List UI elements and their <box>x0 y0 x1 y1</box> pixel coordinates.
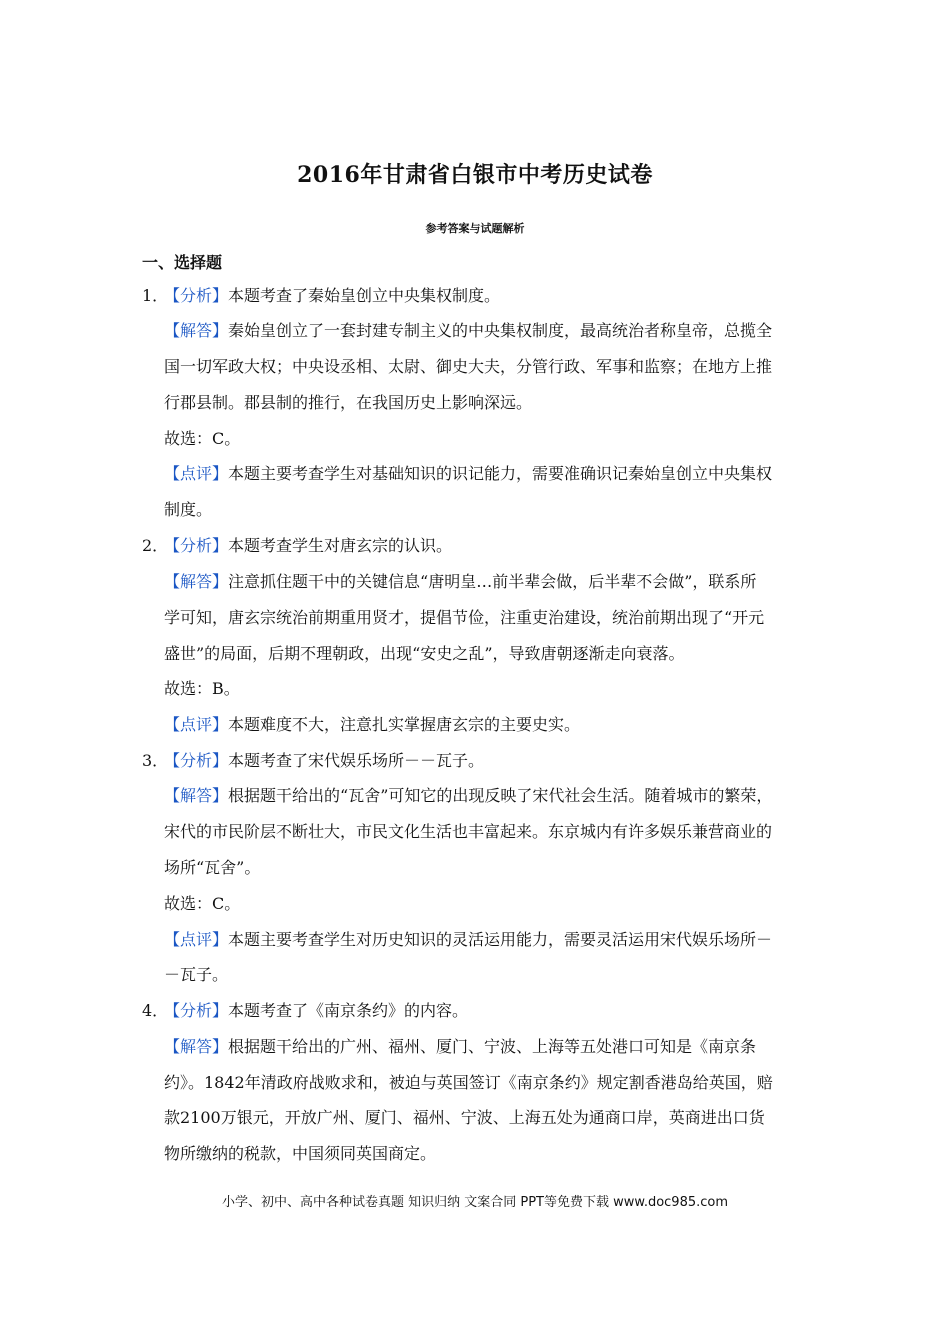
page-footer: 小学、初中、高中各种试卷真题 知识归纳 文案合同 PPT等免费下载 www.doc985.com <box>221 1195 729 1210</box>
answer-text: 根据题干给出的“瓦舍”可知它的出现反映了宋代社会生活。随着城市的繁荣， <box>228 786 773 805</box>
comment-text: 本题主要考查学生对基础知识的识记能力，需要准确识记秦始皇创立中央集权 <box>228 464 773 483</box>
question-4-answer-line: 约》。1842年清政府战败求和，被迫与英国签订《南京条约》规定割香港岛给英国，赔 <box>164 1073 773 1092</box>
question-1-answer-line <box>164 319 772 343</box>
answer-tag: 【解答】 <box>164 572 229 591</box>
question-number: 3． <box>142 751 169 770</box>
question-1-answer-line: 行郡县制。郡县制的推行，在我国历史上影响深远。 <box>164 393 533 412</box>
question-2-answer-line: 学可知，唐玄宗统治前期重用贤才，提倡节俭，注重吏治建设，统治前期出现了“开元 <box>164 608 765 627</box>
question-number: 4． <box>142 1001 169 1020</box>
comment-text: 本题主要考查学生对历史知识的灵活运用能力，需要灵活运用宋代娱乐场所－ <box>228 930 773 949</box>
question-3-answer-line <box>164 784 772 808</box>
comment-tag: 【点评】 <box>164 715 229 734</box>
answer-tag: 【解答】 <box>164 1037 229 1056</box>
page-subtitle: 参考答案与试题解析 <box>425 222 525 235</box>
question-1-answer-line: 国一切军政大权；中央设丞相、太尉、御史大夫，分管行政、军事和监察；在地方上推 <box>164 357 773 376</box>
analysis-tag: 【分析】 <box>164 286 229 305</box>
answer-text: 注意抓住题干中的关键信息“唐明皇…前半辈会做，后半辈不会做”，联系所 <box>228 572 757 591</box>
analysis-text: 本题考查学生对唐玄宗的认识。 <box>228 536 453 555</box>
comment-text: 本题难度不大，注意扎实掌握唐玄宗的主要史实。 <box>228 715 581 734</box>
answer-tag: 【解答】 <box>164 321 229 340</box>
question-4-answer-line: 物所缴纳的税款，中国须同英国商定。 <box>164 1144 437 1163</box>
comment-tag: 【点评】 <box>164 930 229 949</box>
question-number: 1． <box>142 286 169 305</box>
analysis-text: 本题考查了秦始皇创立中央集权制度。 <box>228 286 501 305</box>
question-1-choice: 故选：C。 <box>164 429 241 448</box>
analysis-text: 本题考查了宋代娱乐场所－－瓦子。 <box>228 751 485 770</box>
comment-tag: 【点评】 <box>164 464 229 483</box>
question-1-comment-line <box>164 462 772 486</box>
question-1-comment-line: 制度。 <box>164 500 213 519</box>
question-3-choice: 故选：C。 <box>164 894 241 913</box>
page-title: 2016年甘肃省白银市中考历史试卷 <box>297 162 653 188</box>
analysis-tag: 【分析】 <box>164 751 229 770</box>
question-number: 2． <box>142 536 169 555</box>
question-3-answer-line: 场所“瓦舍”。 <box>164 858 261 877</box>
question-2-answer-line <box>164 570 756 594</box>
question-4-answer-line: 款2100万银元，开放广州、厦门、福州、宁波、上海五处为通商口岸，英商进出口货 <box>164 1108 765 1127</box>
question-3-comment-line <box>164 928 772 952</box>
section-heading: 一、选择题 <box>142 253 223 272</box>
question-3-comment-line: －瓦子。 <box>164 965 229 984</box>
analysis-tag: 【分析】 <box>164 1001 229 1020</box>
answer-tag: 【解答】 <box>164 786 229 805</box>
analysis-tag: 【分析】 <box>164 536 229 555</box>
question-4-answer-line <box>164 1035 756 1059</box>
question-2-comment-line <box>164 713 580 737</box>
analysis-text: 本题考查了《南京条约》的内容。 <box>228 1001 469 1020</box>
answer-text: 秦始皇创立了一套封建专制主义的中央集权制度，最高统治者称皇帝，总揽全 <box>228 321 773 340</box>
question-3-answer-line: 宋代的市民阶层不断壮大，市民文化生活也丰富起来。东京城内有许多娱乐兼营商业的 <box>164 822 773 841</box>
question-2-answer-line: 盛世”的局面，后期不理朝政，出现“安史之乱”，导致唐朝逐渐走向衰落。 <box>164 644 685 663</box>
answer-text: 根据题干给出的广州、福州、厦门、宁波、上海等五处港口可知是《南京条 <box>228 1037 757 1056</box>
question-2-choice: 故选：B。 <box>164 679 240 698</box>
